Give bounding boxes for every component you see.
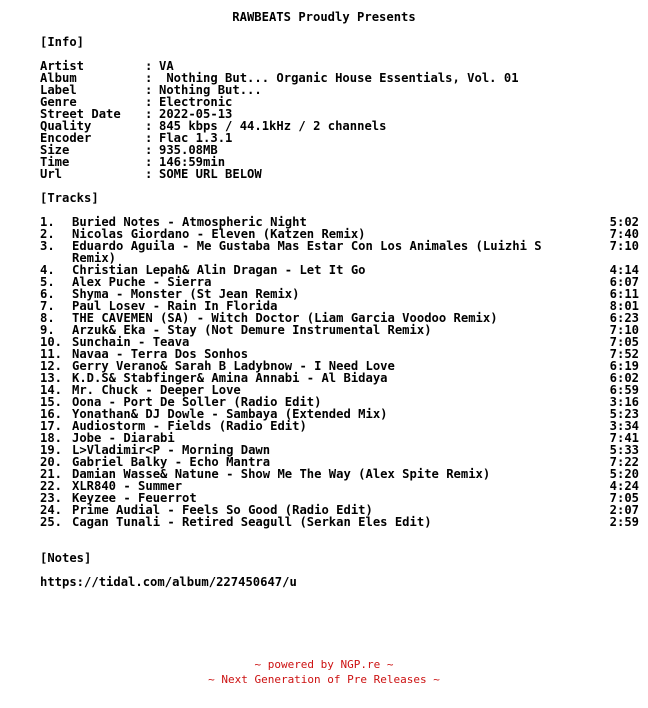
info-separator: :	[145, 155, 153, 169]
info-heading: [Info]	[40, 35, 85, 49]
track-number: 9.	[40, 323, 55, 337]
track-number: 17.	[40, 419, 63, 433]
info-separator: :	[145, 71, 153, 85]
track-number: 7.	[40, 299, 55, 313]
info-key: Encoder	[40, 131, 92, 145]
track-number: 3.	[40, 239, 55, 253]
track-duration: 2:07	[609, 503, 639, 517]
track-title: L>Vladimir<P - Morning Dawn	[72, 443, 271, 457]
track-duration: 7:05	[609, 335, 639, 349]
track-title: Prime Audial - Feels So Good (Radio Edit)	[72, 503, 373, 517]
info-separator: :	[145, 83, 153, 97]
info-value: Electronic	[159, 95, 233, 109]
track-number: 22.	[40, 479, 63, 493]
track-duration: 7:41	[609, 431, 639, 445]
info-separator: :	[145, 143, 153, 157]
track-number: 24.	[40, 503, 63, 517]
track-duration: 5:20	[609, 467, 639, 481]
track-number: 6.	[40, 287, 55, 301]
footer-tagline: ~ Next Generation of Pre Releases ~	[208, 673, 440, 686]
track-title: K.D.S& Stabfinger& Amina Annabi - Al Bidaya	[72, 371, 388, 385]
footer	[0, 657, 648, 687]
info-key: Size	[40, 143, 70, 157]
info-value: 146:59min	[159, 155, 226, 169]
track-number: 10.	[40, 335, 63, 349]
track-title: Christian Lepah& Alin Dragan - Let It Go	[72, 263, 366, 277]
track-number: 1.	[40, 215, 55, 229]
track-number: 15.	[40, 395, 63, 409]
track-duration: 5:02	[609, 215, 639, 229]
track-duration: 7:52	[609, 347, 639, 361]
info-value: VA	[159, 59, 174, 73]
track-number: 23.	[40, 491, 63, 505]
track-number: 8.	[40, 311, 55, 325]
info-value: Flac 1.3.1	[159, 131, 233, 145]
track-duration: 7:05	[609, 491, 639, 505]
track-number: 21.	[40, 467, 63, 481]
track-row	[40, 516, 640, 528]
info-key: Url	[40, 167, 63, 181]
page-header: RAWBEATS Proudly Presents	[232, 10, 416, 24]
track-title: Sunchain - Teava	[72, 335, 190, 349]
track-number: 2.	[40, 227, 55, 241]
info-key: Street Date	[40, 107, 121, 121]
track-title: XLR840 - Summer	[72, 479, 183, 493]
tracks-heading: [Tracks]	[40, 191, 99, 205]
track-title: Damian Wasse& Natune - Show Me The Way (Alex Spite Remix)	[72, 467, 491, 481]
track-number: 12.	[40, 359, 63, 373]
track-duration: 6:59	[609, 383, 639, 397]
track-number: 13.	[40, 371, 63, 385]
track-title: Alex Puche - Sierra	[72, 275, 212, 289]
info-separator: :	[145, 95, 153, 109]
track-duration: 5:33	[609, 443, 639, 457]
track-number: 11.	[40, 347, 63, 361]
track-title: Eduardo Aguila - Me Gustaba Mas Estar Con Los Animales (Luizhi S Remix)	[72, 239, 549, 265]
track-title: Navaa - Terra Dos Sonhos	[72, 347, 249, 361]
track-title: Paul Losev - Rain In Florida	[72, 299, 278, 313]
info-key: Album	[40, 71, 77, 85]
info-value: Nothing But...	[159, 83, 262, 97]
track-duration: 7:22	[609, 455, 639, 469]
info-key: Genre	[40, 95, 77, 109]
track-title: Buried Notes - Atmospheric Night	[72, 215, 307, 229]
info-key: Time	[40, 155, 70, 169]
track-duration: 3:16	[609, 395, 639, 409]
track-duration: 7:10	[609, 239, 639, 253]
notes-url: https://tidal.com/album/227450647/u	[40, 575, 297, 589]
info-value: 935.08MB	[159, 143, 218, 157]
info-key: Artist	[40, 59, 85, 73]
track-duration: 3:34	[609, 419, 639, 433]
track-title: Arzuk& Eka - Stay (Not Demure Instrumental Remix)	[72, 323, 432, 337]
track-title: Keyzee - Feuerrot	[72, 491, 197, 505]
track-title: Shyma - Monster (St Jean Remix)	[72, 287, 300, 301]
info-separator: :	[145, 119, 153, 133]
info-separator: :	[145, 59, 153, 73]
track-title: THE CAVEMEN (SA) - Witch Doctor (Liam Garcia Voodoo Remix)	[72, 311, 498, 325]
track-duration: 6:23	[609, 311, 639, 325]
info-key: Label	[40, 83, 77, 97]
track-number: 18.	[40, 431, 63, 445]
info-value: 845 kbps / 44.1kHz / 2 channels	[159, 119, 387, 133]
tracklist	[40, 216, 640, 528]
info-separator: :	[145, 131, 153, 145]
track-duration: 8:01	[609, 299, 639, 313]
track-duration: 4:24	[609, 479, 639, 493]
track-number: 16.	[40, 407, 63, 421]
track-title: Mr. Chuck - Deeper Love	[72, 383, 241, 397]
info-separator: :	[145, 107, 153, 121]
track-title: Audiostorm - Fields (Radio Edit)	[72, 419, 307, 433]
track-duration: 4:14	[609, 263, 639, 277]
track-number: 20.	[40, 455, 63, 469]
track-duration: 6:02	[609, 371, 639, 385]
info-separator: :	[145, 167, 153, 181]
track-duration: 7:40	[609, 227, 639, 241]
track-number: 25.	[40, 515, 63, 529]
track-title: Cagan Tunali - Retired Seagull (Serkan Eles Edit)	[72, 515, 432, 529]
track-number: 4.	[40, 263, 55, 277]
track-title: Jobe - Diarabi	[72, 431, 175, 445]
track-number: 5.	[40, 275, 55, 289]
track-title: Gerry Verano& Sarah B Ladybnow - I Need Love	[72, 359, 395, 373]
track-title: Oona - Port De Soller (Radio Edit)	[72, 395, 322, 409]
track-title: Nicolas Giordano - Eleven (Katzen Remix)	[72, 227, 366, 241]
track-duration: 7:10	[609, 323, 639, 337]
track-number: 19.	[40, 443, 63, 457]
track-row	[40, 240, 640, 264]
track-duration: 6:07	[609, 275, 639, 289]
info-value: SOME URL BELOW	[159, 167, 262, 181]
info-value: 2022-05-13	[159, 107, 233, 121]
footer-powered-by: ~ powered by NGP.re ~	[254, 658, 394, 671]
track-number: 14.	[40, 383, 63, 397]
info-value: Nothing But... Organic House Essentials, Vol. 01	[159, 71, 519, 85]
track-title: Gabriel Balky - Echo Mantra	[72, 455, 271, 469]
notes-heading: [Notes]	[40, 551, 92, 565]
track-duration: 2:59	[609, 515, 639, 529]
track-duration: 6:11	[609, 287, 639, 301]
info-key: Quality	[40, 119, 92, 133]
track-duration: 6:19	[609, 359, 639, 373]
track-duration: 5:23	[609, 407, 639, 421]
track-title: Yonathan& DJ Dowle - Sambaya (Extended Mix)	[72, 407, 388, 421]
